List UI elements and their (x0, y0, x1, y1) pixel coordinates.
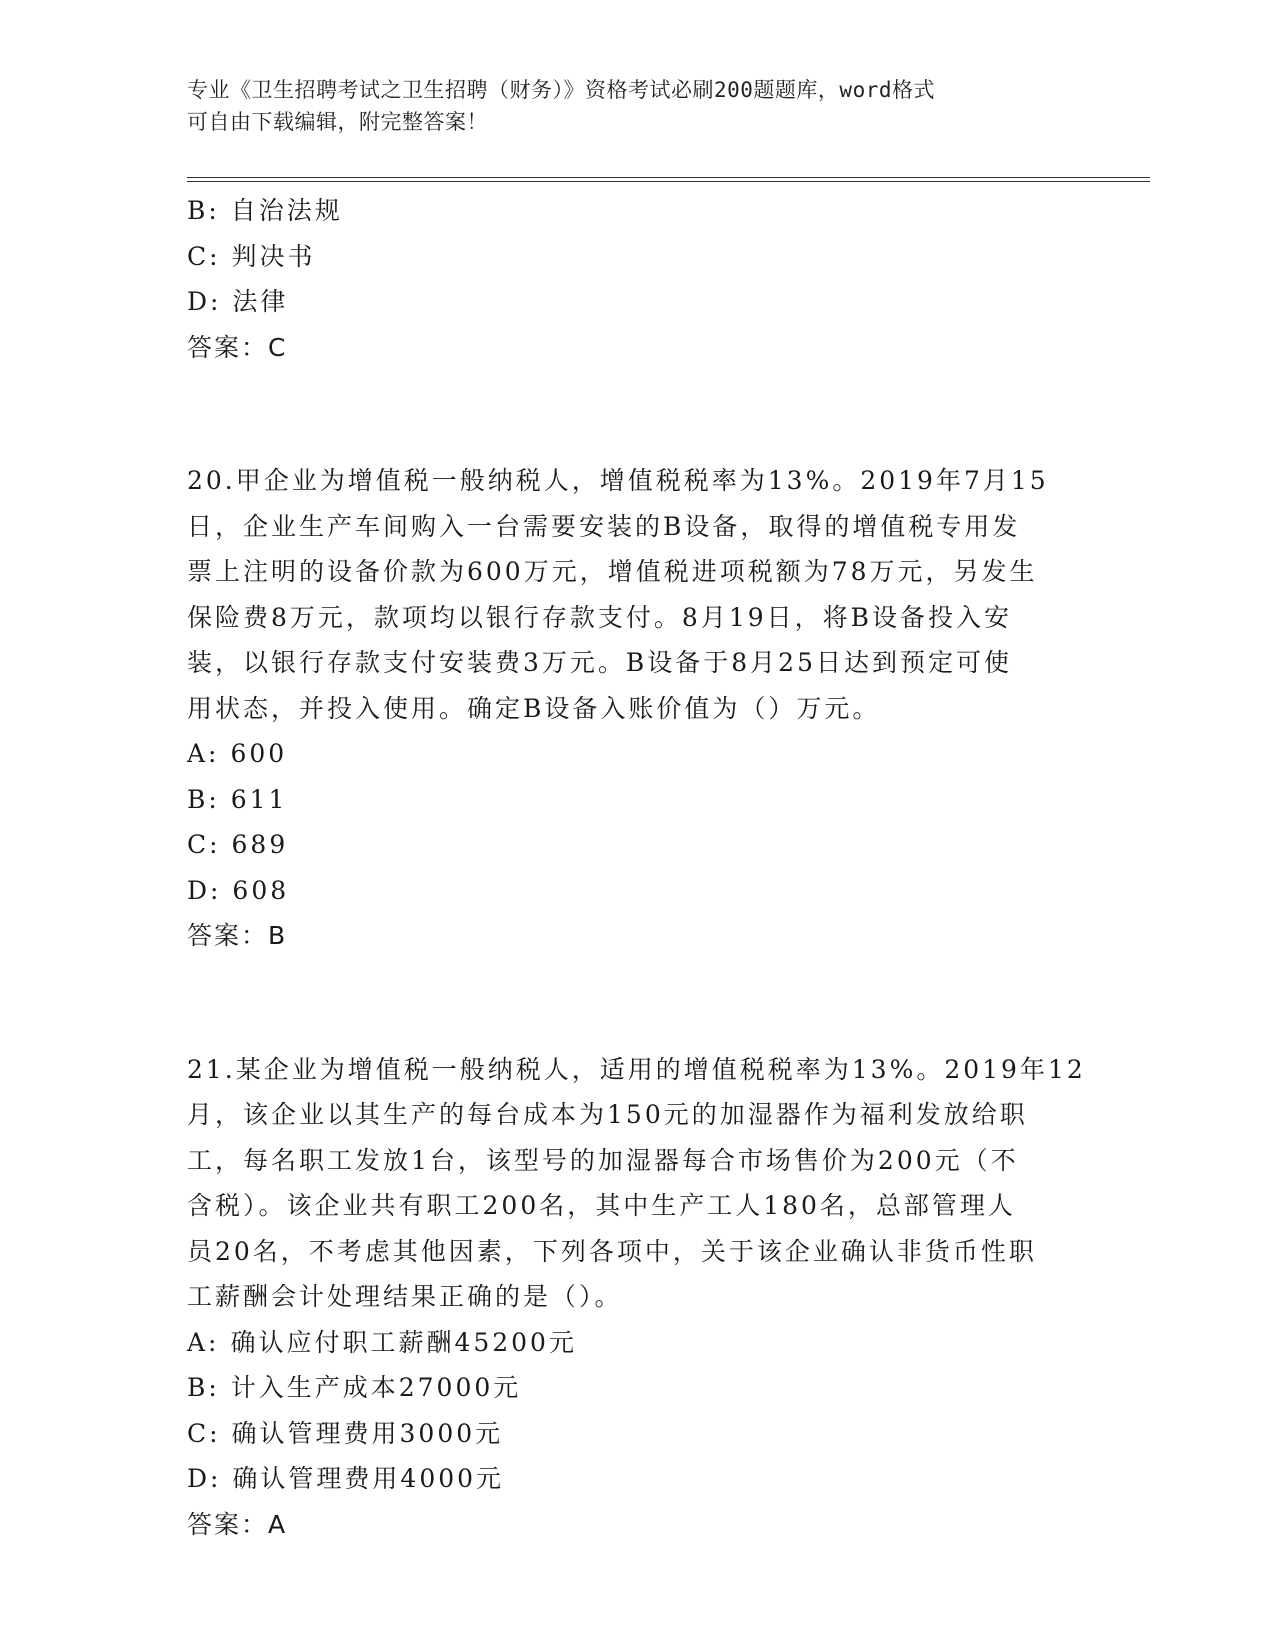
option-c: C: 判决书 (187, 241, 316, 271)
question-text-line: 用状态，并投入使用。确定B设备入账价值为（）万元。 (187, 693, 881, 723)
option-d: D: 法律 (187, 287, 289, 316)
question-text-line: 票上注明的设备价款为600万元，增值税进项税额为78万元，另发生 (187, 557, 1038, 586)
option-d: D: 608 (187, 875, 290, 905)
question-21 (187, 1047, 1087, 1548)
question-text-line: 日，企业生产车间购入一台需要安装的B设备，取得的增值税专用发 (187, 511, 1021, 541)
option-b: B: 自治法规 (187, 196, 343, 225)
option-d: D: 确认管理费用4000元 (187, 1464, 505, 1493)
option-c: C: 689 (187, 830, 289, 859)
header-title-line-1: 专业《卫生招聘考试之卫生招聘（财务）》资格考试必刷200题题库，word格式 (187, 78, 935, 102)
header-title-line-2: 可自由下载编辑，附完整答案！ (187, 110, 488, 134)
question-text-line: 工薪酬会计处理结果正确的是（）。 (187, 1282, 623, 1311)
option-b: B: 计入生产成本27000元 (187, 1373, 522, 1402)
question-text-line: 工，每名职工发放1台，该型号的加湿器每合市场售价为200元（不 (187, 1145, 1019, 1175)
question-text-line: 装，以银行存款支付安装费3万元。B设备于8月25日达到预定可使 (187, 648, 1012, 677)
question-text-line: 员20名，不考虑其他因素，下列各项中，关于该企业确认非货币性职 (187, 1236, 1037, 1266)
question-text-line: 月，该企业以其生产的每台成本为150元的加湿器作为福利发放给职 (187, 1100, 1028, 1129)
header-divider (187, 177, 1150, 182)
option-a: A: 600 (187, 739, 288, 768)
question-text-line: 21.某企业为增值税一般纳税人，适用的增值税税率为13%。2019年12 (187, 1054, 1086, 1084)
question-text-line: 含税）。该企业共有职工200名，其中生产工人180名，总部管理人 (187, 1191, 1016, 1220)
document-body (187, 188, 1087, 1547)
answer: 答案：C (187, 332, 288, 362)
document-header (187, 74, 1067, 138)
answer: 答案：A (187, 1509, 288, 1539)
question-text-line: 保险费8万元，款项均以银行存款支付。8月19日，将B设备投入安 (187, 602, 1012, 632)
question-20 (187, 458, 1087, 959)
prev-question (187, 188, 1087, 370)
option-b: B: 611 (187, 784, 288, 814)
question-text-line: 20.甲企业为增值税一般纳税人，增值税税率为13%。2019年7月15 (187, 466, 1049, 495)
option-a: A: 确认应付职工薪酬45200元 (187, 1327, 577, 1357)
answer: 答案：B (187, 921, 288, 950)
option-c: C: 确认管理费用3000元 (187, 1418, 504, 1448)
